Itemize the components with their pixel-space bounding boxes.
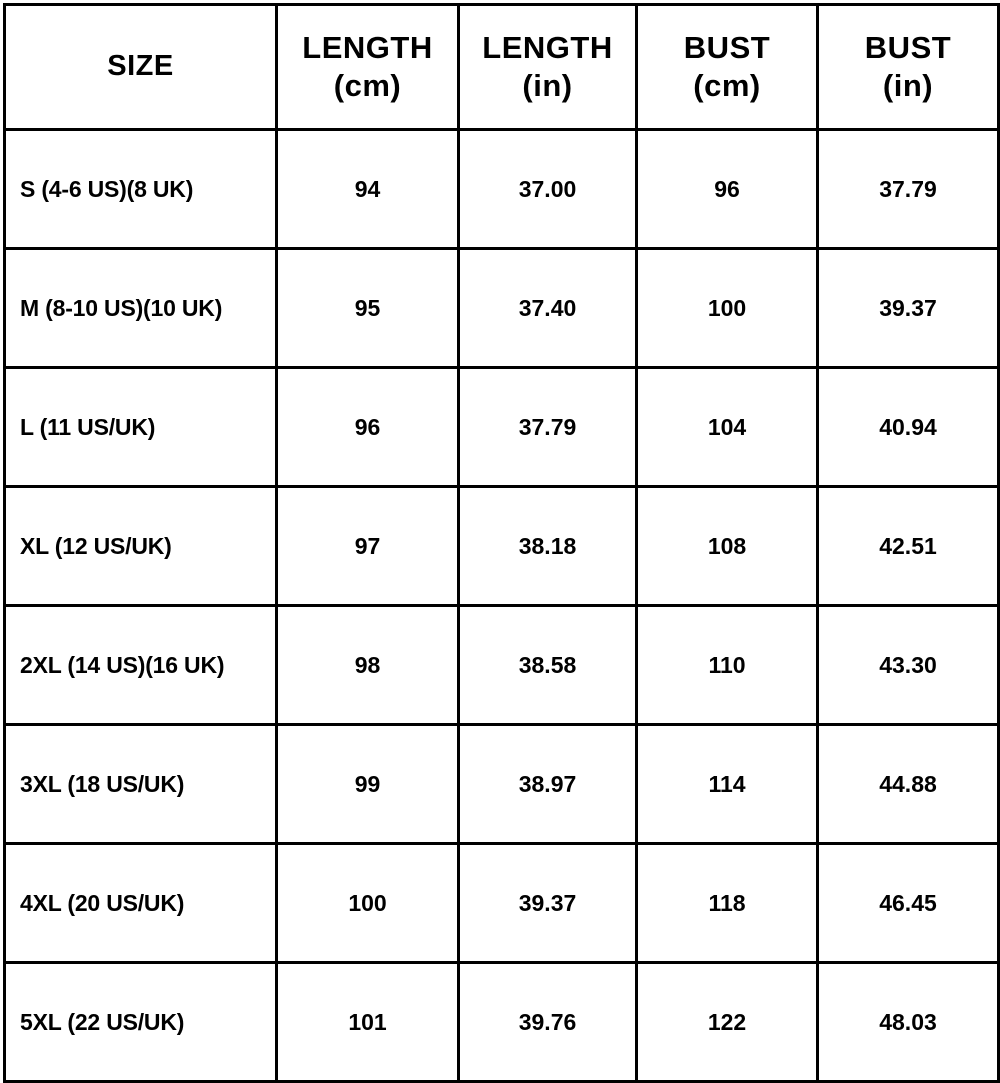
- cell-length-cm: 99: [277, 725, 459, 844]
- column-header-length-cm: [277, 5, 459, 130]
- cell-bust-in: 46.45: [818, 844, 999, 963]
- table-row: [5, 725, 999, 844]
- cell-length-in: 38.58: [459, 606, 637, 725]
- cell-bust-cm: 122: [637, 963, 818, 1082]
- cell-size: 2XL (14 US)(16 UK): [5, 606, 277, 725]
- table-row: [5, 130, 999, 249]
- cell-bust-cm: 110: [637, 606, 818, 725]
- cell-length-in: 38.97: [459, 725, 637, 844]
- cell-size: 5XL (22 US/UK): [5, 963, 277, 1082]
- cell-bust-cm: 118: [637, 844, 818, 963]
- cell-length-in: 37.40: [459, 249, 637, 368]
- cell-length-cm: 96: [277, 368, 459, 487]
- table-body: [5, 130, 999, 1082]
- cell-size: XL (12 US/UK): [5, 487, 277, 606]
- cell-bust-cm: 108: [637, 487, 818, 606]
- size-chart-table: [3, 3, 1000, 1083]
- column-header-length-in: [459, 5, 637, 130]
- cell-length-cm: 98: [277, 606, 459, 725]
- cell-length-cm: 94: [277, 130, 459, 249]
- cell-length-in: 39.76: [459, 963, 637, 1082]
- column-header-length-in-line2: (in): [522, 68, 573, 103]
- cell-bust-in: 37.79: [818, 130, 999, 249]
- table-row: [5, 844, 999, 963]
- cell-size: M (8-10 US)(10 UK): [5, 249, 277, 368]
- cell-bust-in: 42.51: [818, 487, 999, 606]
- column-header-bust-cm: [637, 5, 818, 130]
- cell-length-cm: 100: [277, 844, 459, 963]
- column-header-length-cm-line2: (cm): [333, 68, 402, 103]
- cell-length-in: 38.18: [459, 487, 637, 606]
- table-header: [5, 5, 999, 130]
- cell-bust-in: 44.88: [818, 725, 999, 844]
- column-header-bust-cm-line2: (cm): [693, 68, 761, 103]
- cell-bust-cm: 96: [637, 130, 818, 249]
- cell-bust-in: 39.37: [818, 249, 999, 368]
- cell-length-cm: 95: [277, 249, 459, 368]
- cell-bust-cm: 104: [637, 368, 818, 487]
- cell-bust-in: 48.03: [818, 963, 999, 1082]
- column-header-bust-in: [818, 5, 999, 130]
- cell-bust-cm: 100: [637, 249, 818, 368]
- column-header-bust-in-line1: BUST: [864, 30, 952, 66]
- table-row: [5, 487, 999, 606]
- cell-bust-in: 43.30: [818, 606, 999, 725]
- cell-bust-in: 40.94: [818, 368, 999, 487]
- cell-length-in: 39.37: [459, 844, 637, 963]
- column-header-length-in-line1: LENGTH: [482, 30, 613, 66]
- table-row: [5, 606, 999, 725]
- cell-length-in: 37.00: [459, 130, 637, 249]
- table-row: [5, 963, 999, 1082]
- cell-length-cm: 101: [277, 963, 459, 1082]
- cell-size: L (11 US/UK): [5, 368, 277, 487]
- cell-size: 4XL (20 US/UK): [5, 844, 277, 963]
- column-header-size: [5, 5, 277, 130]
- cell-size: S (4-6 US)(8 UK): [5, 130, 277, 249]
- column-header-bust-in-line2: (in): [882, 68, 934, 103]
- cell-length-cm: 97: [277, 487, 459, 606]
- column-header-length-cm-line1: LENGTH: [302, 30, 433, 66]
- cell-bust-cm: 114: [637, 725, 818, 844]
- table-header-row: [5, 5, 999, 130]
- table-row: [5, 368, 999, 487]
- cell-length-in: 37.79: [459, 368, 637, 487]
- size-chart-document: [0, 3, 1000, 1035]
- column-header-size-line1: SIZE: [107, 50, 174, 83]
- table-row: [5, 249, 999, 368]
- column-header-bust-cm-line1: BUST: [683, 30, 771, 66]
- cell-size: 3XL (18 US/UK): [5, 725, 277, 844]
